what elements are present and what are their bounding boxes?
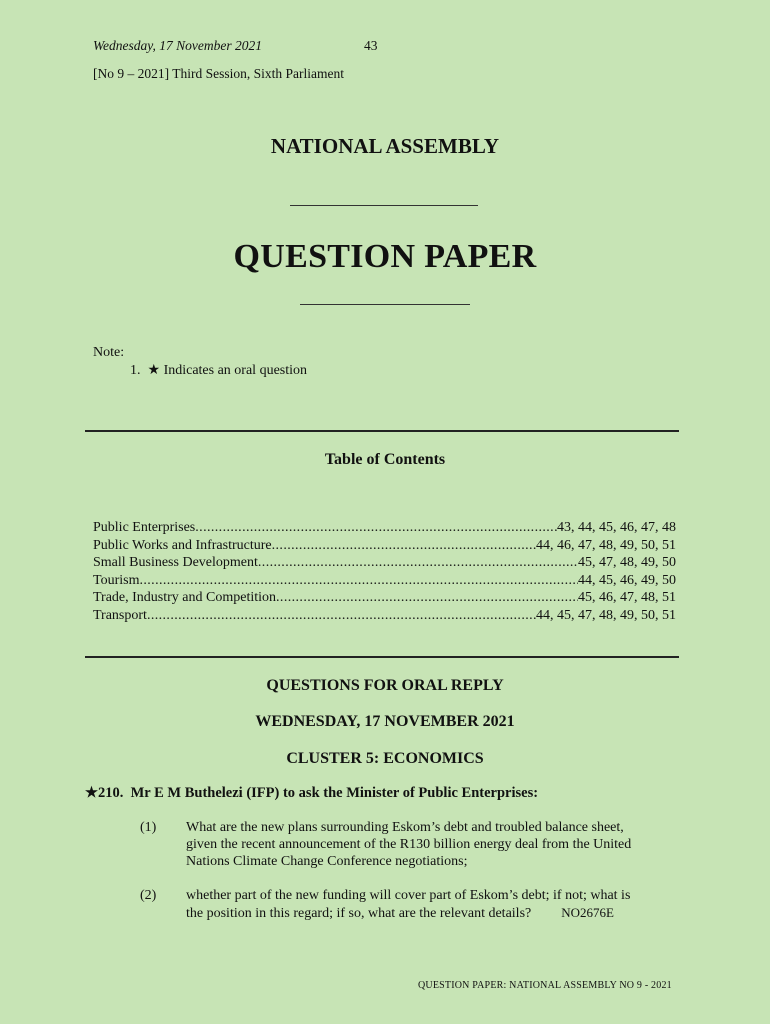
toc-entry-pages: 43, 44, 45, 46, 47, 48 bbox=[557, 520, 676, 535]
toc-title: Table of Contents bbox=[324, 451, 446, 468]
toc-entry-name: Transport bbox=[93, 607, 147, 623]
toc-entry-name: Small Business Development bbox=[93, 555, 258, 570]
toc-leader bbox=[276, 589, 578, 607]
question-asker: Mr E M Buthelezi (IFP) to ask the Minister of Public Enterprises: bbox=[130, 785, 539, 801]
toc-entry[interactable] bbox=[93, 519, 676, 537]
toc-entry-pages: 44, 45, 46, 49, 50 bbox=[578, 572, 676, 588]
note-label: Note: bbox=[93, 345, 125, 360]
star-icon: ★ bbox=[147, 363, 161, 378]
cluster-heading: CLUSTER 5: ECONOMICS bbox=[286, 750, 484, 767]
question-part-number: (1) bbox=[140, 820, 157, 835]
toc-entry-name: Public Works and Infrastructure bbox=[93, 537, 272, 553]
divider bbox=[300, 304, 470, 305]
toc-entry-name: Trade, Industry and Competition bbox=[93, 590, 277, 605]
toc-leader bbox=[272, 537, 536, 555]
toc-entry[interactable] bbox=[93, 589, 676, 607]
header-date: Wednesday, 17 November 2021 bbox=[93, 38, 262, 53]
toc-leader bbox=[195, 519, 557, 537]
section-heading: QUESTIONS FOR ORAL REPLY bbox=[266, 677, 504, 694]
question-line: Nations Climate Change Conference negotiations; bbox=[186, 854, 468, 869]
divider bbox=[290, 205, 478, 206]
section-date: WEDNESDAY, 17 NOVEMBER 2021 bbox=[255, 713, 515, 730]
question-line bbox=[186, 904, 678, 922]
star-icon: ★ bbox=[85, 785, 98, 801]
question-reference: NO2676E bbox=[561, 905, 614, 920]
toc-entry[interactable] bbox=[93, 607, 676, 625]
section-divider bbox=[85, 656, 679, 658]
note-item bbox=[130, 362, 307, 379]
note-item-number: 1. bbox=[130, 363, 141, 378]
question-line: given the recent announcement of the R130 billion energy deal from the United bbox=[186, 837, 632, 852]
page-number: 43 bbox=[364, 38, 378, 53]
question-line-text: the position in this regard; if so, what are the relevant details? bbox=[186, 906, 532, 921]
question-part-text bbox=[186, 887, 678, 922]
session-info: [No 9 – 2021] Third Session, Sixth Parliament bbox=[93, 66, 344, 81]
toc-entry-pages: 45, 46, 47, 48, 51 bbox=[578, 590, 676, 605]
toc-entry-pages: 44, 45, 47, 48, 49, 50, 51 bbox=[536, 607, 676, 623]
toc-entry[interactable] bbox=[93, 572, 676, 590]
toc-entry-pages: 44, 46, 47, 48, 49, 50, 51 bbox=[536, 537, 676, 553]
toc-entry-name: Tourism bbox=[93, 572, 140, 588]
toc-leader bbox=[147, 607, 536, 625]
paper-title: QUESTION PAPER bbox=[233, 238, 537, 275]
toc-leader bbox=[139, 572, 578, 590]
toc-leader bbox=[258, 554, 578, 572]
section-divider bbox=[85, 430, 679, 432]
page-footer: QUESTION PAPER: NATIONAL ASSEMBLY NO 9 - 2021 bbox=[418, 980, 672, 991]
toc-entry-name: Public Enterprises bbox=[93, 520, 196, 535]
question-part-number: (2) bbox=[140, 888, 157, 903]
question-part-text bbox=[186, 819, 678, 870]
question-header bbox=[85, 785, 538, 802]
question-number: 210. bbox=[98, 785, 124, 801]
toc-entry[interactable] bbox=[93, 537, 676, 555]
question-line: What are the new plans surrounding Eskom’s debt and troubled balance sheet, bbox=[186, 820, 624, 835]
note-item-text: Indicates an oral question bbox=[163, 363, 308, 378]
toc-entry-pages: 45, 47, 48, 49, 50 bbox=[578, 555, 676, 570]
table-of-contents bbox=[93, 519, 676, 624]
toc-entry[interactable] bbox=[93, 554, 676, 572]
assembly-title: NATIONAL ASSEMBLY bbox=[270, 134, 500, 158]
question-line: whether part of the new funding will cover part of Eskom’s debt; if not; what is bbox=[186, 888, 631, 903]
